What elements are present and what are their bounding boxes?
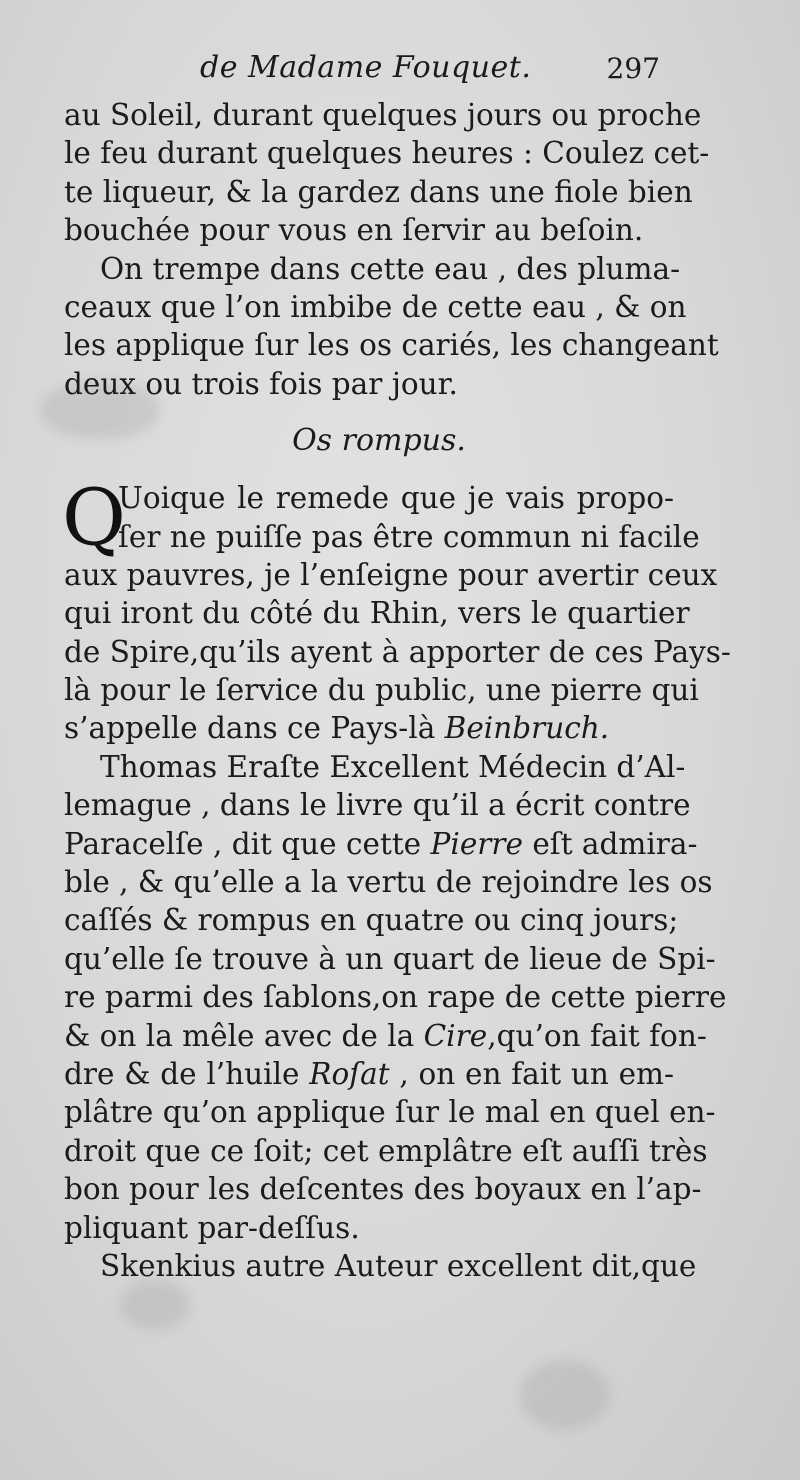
text-fragment: eſt admira- <box>522 826 698 861</box>
text-line: le feu durant quelques heures : Coulez cet- <box>64 136 710 171</box>
text-line: ble , & qu’elle a la vertu de rejoindre les os <box>64 865 713 900</box>
text-line: droit que ce ſoit; cet emplâtre eſt auſſi très <box>64 1133 708 1168</box>
text-line: pliquant par-deſſus. <box>64 1210 360 1245</box>
text-line: ſer ne puiſſe pas être commun ni facile <box>118 519 700 554</box>
paragraph-5 <box>64 1247 697 1285</box>
text-line <box>64 825 698 863</box>
text-line: là pour le ſervice du public, une pierre qui <box>64 673 699 708</box>
italic-term: Roſat <box>309 1056 390 1091</box>
italic-term: Beinbruch. <box>444 711 610 746</box>
text-line <box>64 709 674 747</box>
text-line: plâtre qu’on applique ſur le mal en quel en- <box>64 1095 716 1130</box>
text-line: aux pauvres, je l’enſeigne pour avertir ceux <box>64 557 718 592</box>
text-fragment: Paracelſe , dit que cette <box>64 826 431 861</box>
text-line: re parmi des ſablons,on rape de cette pierre <box>64 980 727 1015</box>
text-fragment: & on la mêle avec de la <box>64 1018 424 1053</box>
text-line: les applique ſur les os cariés, les changeant <box>64 328 719 363</box>
paragraph-3 <box>62 473 731 748</box>
paragraph-4 <box>64 748 727 1247</box>
paragraph-2 <box>64 250 719 404</box>
running-title: de Madame Fouquet. <box>200 50 532 85</box>
section-heading: Os rompus. <box>292 423 466 459</box>
page-header <box>200 50 660 94</box>
text-fragment: , on en fait un em- <box>389 1056 674 1091</box>
paper-stain <box>120 1280 190 1330</box>
text-line: qu’elle ſe trouve à un quart de lieue de Spi- <box>64 941 716 976</box>
text-line: bon pour les deſcentes des boyaux en l’ap- <box>64 1172 702 1207</box>
text-line <box>64 1055 674 1093</box>
italic-term: Cire <box>423 1018 488 1053</box>
text-line: Skenkius autre Auteur excellent dit,que <box>100 1248 697 1283</box>
text-line: de Spire,qu’ils ayent à apporter de ces Pays- <box>64 634 731 669</box>
paper-stain <box>520 1360 610 1430</box>
text-line: qui iront du côté du Rhin, vers le quartier <box>64 596 690 631</box>
drop-cap: Q <box>62 473 126 564</box>
text-line: bouchée pour vous en ſervir au beſoin. <box>64 213 644 248</box>
text-line: te liqueur, & la gardez dans une fiole bien <box>64 174 693 209</box>
text-fragment: dre & de l’huile <box>64 1056 310 1091</box>
text-fragment: ,qu’on fait fon- <box>487 1018 707 1053</box>
page-body <box>62 96 731 1285</box>
text-line: lemague , dans le livre qu’il a écrit contre <box>64 788 691 823</box>
text-line: deux ou trois fois par jour. <box>64 366 458 401</box>
text-line <box>64 1017 707 1055</box>
text-line: On trempe dans cette eau , des pluma- <box>100 251 681 286</box>
text-line: au Soleil, durant quelques jours ou proche <box>64 98 702 132</box>
text-line: Uoique le remede que je vais propo- <box>118 481 674 516</box>
paragraph-1 <box>64 96 710 250</box>
text-fragment: s’appelle dans ce Pays-là <box>64 711 445 746</box>
text-line: Thomas Eraſte Excellent Médecin d’Al- <box>100 749 686 784</box>
page-number: 297 <box>606 52 660 85</box>
text-line: caſſés & rompus en quatre ou cinq jours; <box>64 903 679 938</box>
text-line: ceaux que l’on imbibe de cette eau , & on <box>64 289 687 324</box>
italic-term: Pierre <box>430 826 523 861</box>
